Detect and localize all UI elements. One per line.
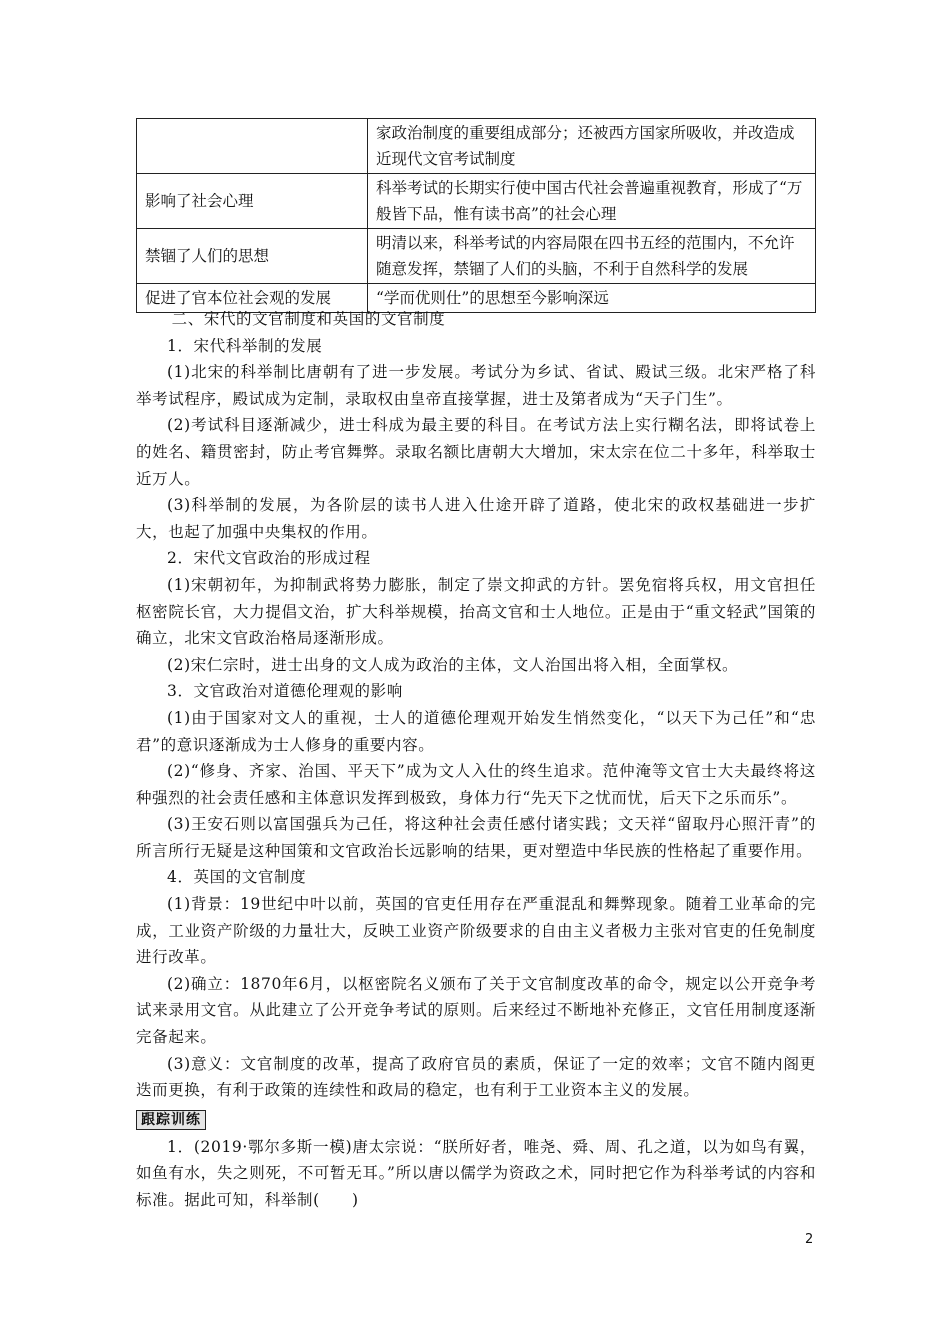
paragraph: (1)宋朝初年，为抑制武将势力膨胀，制定了崇文抑武的方针。罢免宿将兵权，用文官担任枢密院长官，大力提倡文治，扩大科举规模，抬高文官和士人地位。正是由于“重文轻武”国策的确立，北宋文官政治格局逐渐形成。 [136, 575, 816, 648]
table-cell-label: 促进了官本位社会观的发展 [137, 284, 368, 313]
body-text [136, 306, 816, 1214]
tracking-training-label: 跟踪训练 [136, 1110, 206, 1130]
table-cell-label [137, 119, 368, 174]
paragraph: (2)确立：1870年6月，以枢密院名义颁布了关于文官制度改革的命令，规定以公开竞争考试来录用文官。从此建立了公开竞争考试的原则。后来经过不断地补充修正，文官任用制度逐渐完备起来。 [136, 974, 816, 1047]
paragraph: (1)背景：19世纪中叶以前，英国的官吏任用存在严重混乱和舞弊现象。随着工业革命的完成，工业资产阶级的力量壮大，反映工业资产阶级要求的自由主义者极力主张对官吏的任免制度进行改革。 [136, 895, 816, 967]
paragraph: (1)北宋的科举制比唐朝有了进一步发展。考试分为乡试、省试、殿试三级。北宋严格了科举考试程序，殿试成为定制，录取权由皇帝直接掌握，进士及第者成为“天子门生”。 [136, 363, 816, 408]
question-1: 1．(2019·鄂尔多斯一模)唐太宗说：“朕所好者，唯尧、舜、周、孔之道，以为如鸟有翼，如鱼有水，失之则死，不可暂无耳。”所以唐以儒学为资政之术，同时把它作为科举考试的内容和标准。据此可知，科举制( ) [136, 1137, 816, 1209]
table-row [137, 229, 816, 284]
paragraph: (3)科举制的发展，为各阶层的读书人进入仕途开辟了道路，使北宋的政权基础进一步扩大，也起了加强中央集权的作用。 [136, 496, 816, 541]
tracking-label-wrap [136, 1104, 816, 1134]
paragraph: (2)考试科目逐渐减少，进士科成为最主要的科目。在考试方法上实行糊名法，即将试卷上的姓名、籍贯密封，防止考官舞弊。录取名额比唐朝大大增加，宋太宗在位二十多年，科举取士近万人。 [136, 416, 816, 488]
section-heading: 二、宋代的文官制度和英国的文官制度 [171, 310, 446, 328]
table-row [137, 174, 816, 229]
table-cell-desc: 科举考试的长期实行使中国古代社会普遍重视教育，形成了“万般皆下品，惟有读书高”的社会心理 [368, 174, 816, 229]
paragraph: (2)“修身、齐家、治国、平天下”成为文人入仕的终生追求。范仲淹等文官士大夫最终将这种强烈的社会责任感和主体意识发挥到极致，身体力行“先天下之忧而忧，后天下之乐而乐”。 [136, 762, 816, 807]
table-cell-label: 影响了社会心理 [137, 174, 368, 229]
table-cell-desc: “学而优则仕”的思想至今影响深远 [368, 284, 816, 313]
subsection-heading: 1．宋代科举制的发展 [167, 336, 323, 355]
table-cell-desc: 明清以来，科举考试的内容局限在四书五经的范围内，不允许随意发挥，禁锢了人们的头脑，不利于自然科学的发展 [368, 229, 816, 284]
page-number: 2 [805, 1232, 814, 1247]
paragraph: (1)由于国家对文人的重视，士人的道德伦理观开始发生悄然变化，“以天下为己任”和“忠君”的意识逐渐成为士人修身的重要内容。 [136, 708, 816, 754]
subsection-heading: 3．文官政治对道德伦理观的影响 [167, 682, 403, 701]
table-row [137, 119, 816, 174]
paragraph: (2)宋仁宗时，进士出身的文人成为政治的主体，文人治国出将入相，全面掌权。 [167, 655, 739, 674]
table-cell-label: 禁锢了人们的思想 [137, 229, 368, 284]
table-cell-desc: 家政治制度的重要组成部分；还被西方国家所吸收，并改造成近现代文官考试制度 [368, 119, 816, 174]
paragraph: (3)意义：文官制度的改革，提高了政府官员的素质，保证了一定的效率；文官不随内阁更迭而更换，有利于政策的连续性和政局的稳定，也有利于工业资本主义的发展。 [136, 1054, 816, 1100]
subsection-heading: 4．英国的文官制度 [167, 868, 307, 887]
impact-table [136, 118, 816, 313]
subsection-heading: 2．宋代文官政治的形成过程 [167, 549, 371, 568]
paragraph: (3)王安石则以富国强兵为己任，将这种社会责任感付诸实践；文天祥“留取丹心照汗青”的所言所行无疑是这种国策和文官政治长远影响的结果，更对塑造中华民族的性格起了重要作用。 [136, 815, 816, 860]
